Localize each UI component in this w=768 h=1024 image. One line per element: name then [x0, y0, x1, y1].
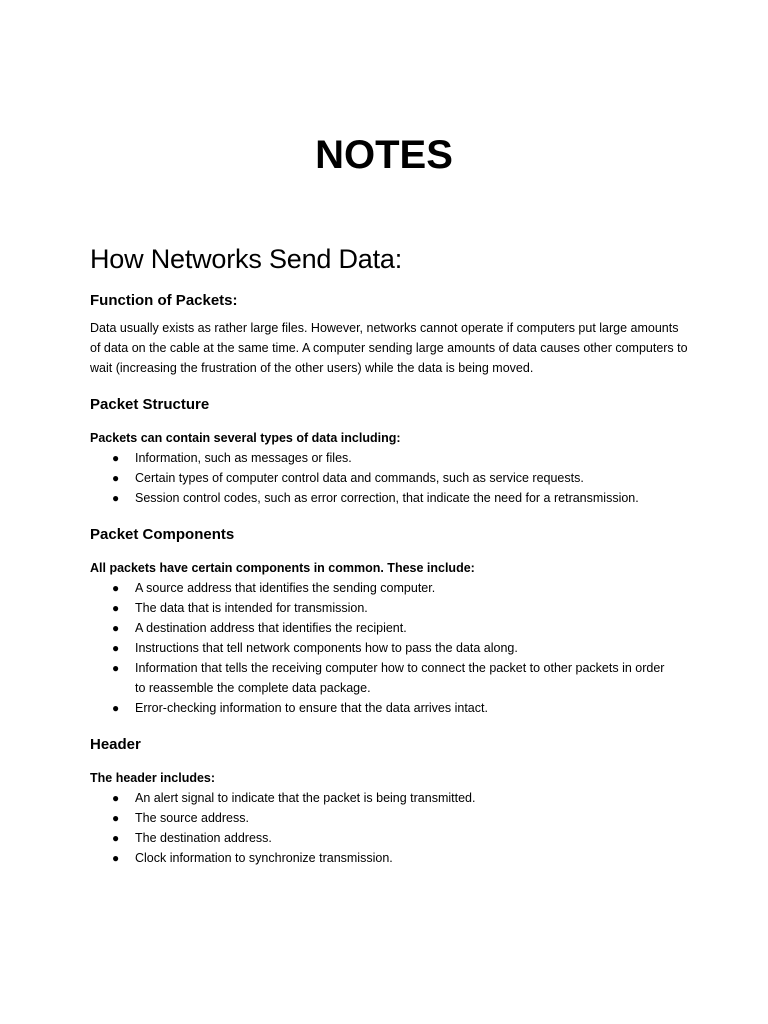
bullet-icon: ● — [112, 831, 120, 845]
page-title: NOTES — [315, 133, 453, 177]
bullet-icon: ● — [112, 851, 120, 865]
list-item: ● Clock information to synchronize transmission. — [90, 848, 665, 868]
list-item: ● A destination address that identifies the recipient. — [90, 618, 665, 638]
list-item: ● Information, such as messages or files. — [90, 448, 665, 468]
bullet-icon: ● — [112, 451, 120, 465]
bullet-list — [90, 578, 690, 718]
section-heading: Header — [90, 736, 141, 753]
section-header — [90, 734, 690, 868]
list-intro: Packets can contain several types of data including: — [90, 431, 401, 445]
list-item: ● The source address. — [90, 808, 665, 828]
bullet-icon: ● — [112, 811, 120, 825]
bullet-icon: ● — [112, 701, 120, 715]
list-intro: The header includes: — [90, 771, 216, 785]
document-content — [90, 240, 690, 884]
bullet-icon: ● — [112, 621, 120, 635]
list-item: ● Information that tells the receiving computer how to connect the packet to other packets in order to reassemble the complete data package. — [90, 658, 665, 698]
list-item: ● Session control codes, such as error correction, that indicate the need for a retransmission. — [90, 488, 665, 508]
list-item: ● A source address that identifies the sending computer. — [90, 578, 665, 598]
main-heading: How Networks Send Data: — [90, 244, 403, 274]
section-heading: Packet Components — [90, 526, 235, 543]
bullet-list — [90, 448, 690, 508]
list-item: ● Error-checking information to ensure that the data arrives intact. — [90, 698, 665, 718]
section-heading: Function of Packets: — [90, 292, 238, 309]
bullet-icon: ● — [112, 491, 120, 505]
bullet-icon: ● — [112, 661, 120, 675]
bullet-icon: ● — [112, 791, 120, 805]
list-item: ● An alert signal to indicate that the packet is being transmitted. — [90, 788, 665, 808]
bullet-icon: ● — [112, 601, 120, 615]
list-item: ● Instructions that tell network components how to pass the data along. — [90, 638, 665, 658]
bullet-icon: ● — [112, 471, 120, 485]
section-packet-structure — [90, 394, 690, 508]
list-item: ● Certain types of computer control data and commands, such as service requests. — [90, 468, 665, 488]
bullet-icon: ● — [112, 641, 120, 655]
section-function-of-packets — [90, 290, 690, 378]
section-heading: Packet Structure — [90, 396, 210, 413]
bullet-icon: ● — [112, 581, 120, 595]
list-intro: All packets have certain components in common. These include: — [90, 561, 475, 575]
section-packet-components — [90, 524, 690, 718]
list-item: ● The destination address. — [90, 828, 665, 848]
bullet-list — [90, 788, 690, 868]
list-item: ● The data that is intended for transmission. — [90, 598, 665, 618]
section-paragraph: Data usually exists as rather large files. However, networks cannot operate if computers put large amounts of data on the cable at the same time. A computer sending large amounts of data causes other computers to wait (increasing the frustration of the other users) while the data is being moved. — [90, 321, 688, 375]
